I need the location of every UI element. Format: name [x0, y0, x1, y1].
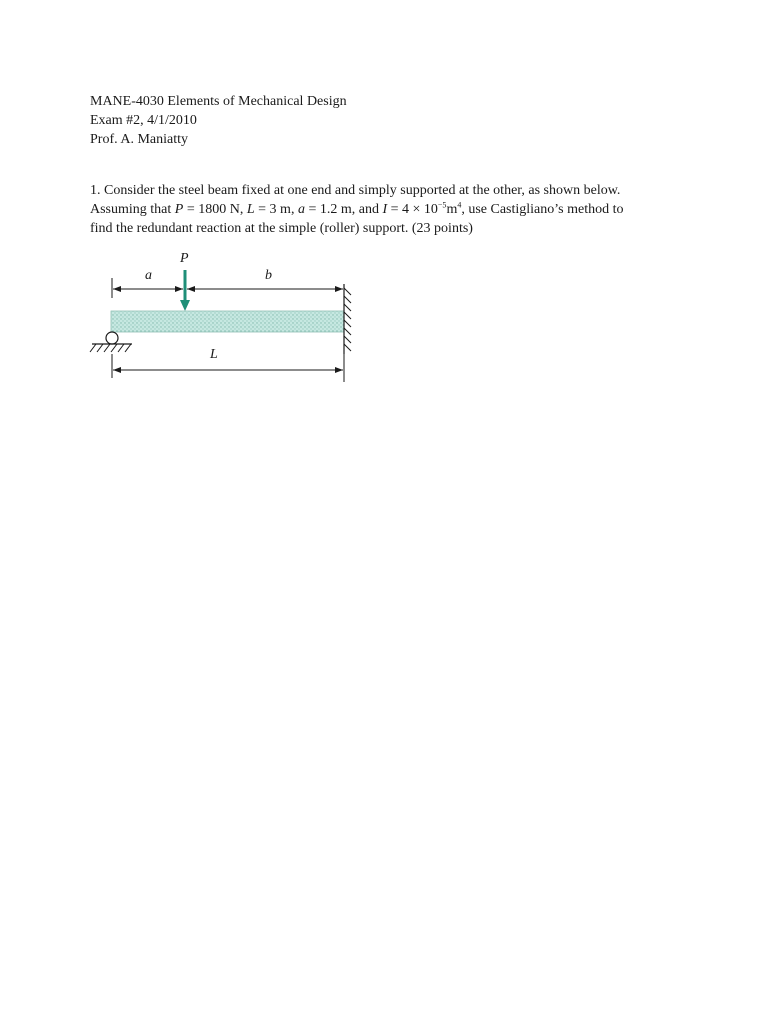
value-a: = 1.2 m, and	[304, 202, 383, 217]
load-arrow	[180, 270, 190, 311]
exam-date: Exam #2, 4/1/2010	[90, 113, 197, 128]
symbol-a: a	[297, 202, 305, 217]
line2-suffix: , use Castigliano’s method to	[461, 202, 624, 217]
problem-1	[90, 181, 690, 238]
dimension-l-label: L	[210, 347, 218, 362]
line2-prefix: Assuming that	[90, 202, 175, 217]
symbol-i: I	[382, 202, 388, 217]
problem-line-3: find the redundant reaction at the simple (roller) support. (23 points)	[90, 221, 473, 236]
problem-line-2	[90, 200, 690, 219]
symbol-l: L	[246, 202, 255, 217]
problem-line-1: 1. Consider the steel beam fixed at one end and simply supported at the other, as shown below.	[90, 183, 621, 198]
professor-name: Prof. A. Maniatty	[90, 132, 188, 147]
beam-diagram	[88, 246, 360, 390]
dimension-b-label: b	[265, 268, 272, 283]
beam	[111, 311, 344, 332]
exam-header	[90, 92, 347, 149]
value-i-exponent: −5	[437, 200, 447, 210]
dimension-a-label: a	[145, 268, 152, 283]
symbol-p: P	[174, 202, 184, 217]
value-i-unit: m	[446, 202, 458, 217]
load-label: P	[180, 251, 189, 266]
beam-diagram-svg	[88, 246, 360, 390]
fixed-wall-support	[344, 284, 351, 354]
course-title: MANE-4030 Elements of Mechanical Design	[90, 94, 347, 109]
value-p: = 1800 N,	[183, 202, 247, 217]
value-i-base: = 4 × 10	[387, 202, 438, 217]
value-i-unit-exponent: 4	[457, 200, 462, 210]
roller-support	[90, 332, 132, 352]
value-l: = 3 m,	[254, 202, 298, 217]
